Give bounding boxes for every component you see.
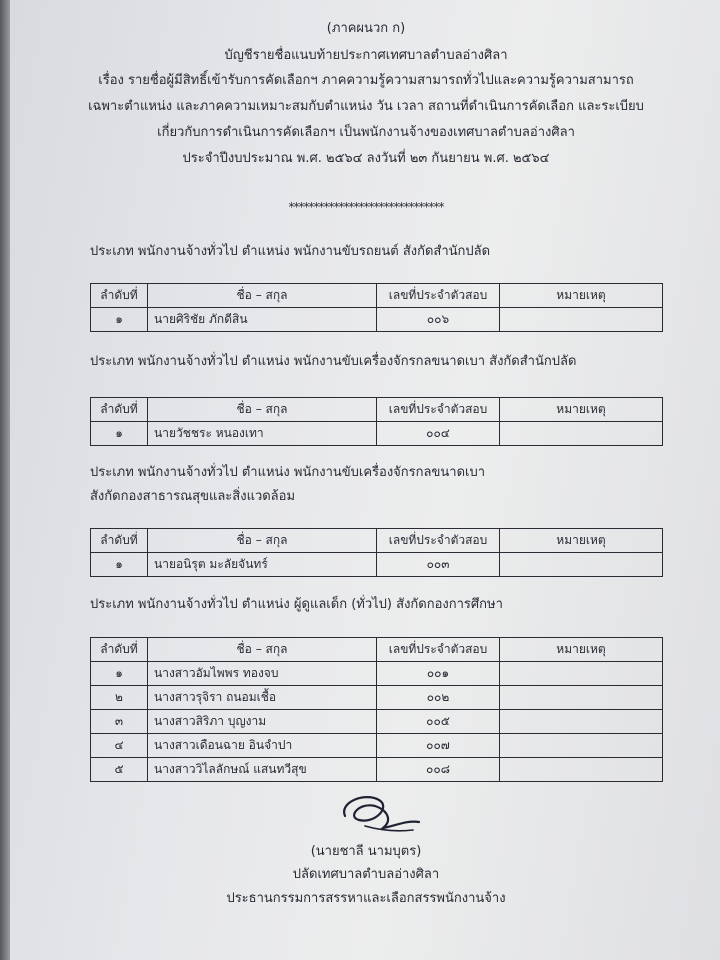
col-exam-id: เลขที่ประจำตัวสอบ (377, 284, 500, 308)
section-heading-1: ประเภท พนักงานจ้างทั่วไป ตำแหน่ง พนักงานขับรถยนต์ สังกัดสำนักปลัด (90, 244, 491, 259)
section-heading-2: ประเภท พนักงานจ้างทั่วไป ตำแหน่ง พนักงานขับเครื่องจักรกลขนาดเบา สังกัดสำนักปลัด (90, 354, 577, 369)
col-name: ชื่อ – สกุล (148, 529, 377, 553)
col-no: ลำดับที่ (91, 529, 148, 553)
candidate-table-3 (90, 528, 663, 577)
section-heading-4: ประเภท พนักงานจ้างทั่วไป ตำแหน่ง ผู้ดูแลเด็ก (ทั่วไป) สังกัดกองการศึกษา (90, 597, 503, 612)
table-row (91, 710, 663, 734)
row-note (500, 308, 663, 332)
row-no: ๔ (91, 734, 148, 758)
signature-image (335, 790, 425, 838)
row-no: ๕ (91, 758, 148, 782)
row-exam-id: ๐๐๓ (377, 553, 500, 577)
candidate-table-1 (90, 283, 663, 332)
signer-role: ประธานกรรมการสรรหาและเลือกสรรพนักงานจ้าง (226, 891, 506, 906)
table-row (91, 758, 663, 782)
row-no: ๓ (91, 710, 148, 734)
row-name: นายวัชชระ หนองเทา (148, 422, 377, 446)
row-no: ๑ (91, 553, 148, 577)
subject-line-1: เรื่อง รายชื่อผู้มีสิทธิ์เข้ารับการคัดเลือกฯ ภาคความรู้ความสามารถทั่วไปและความรู้ความสามารถ (98, 73, 634, 88)
row-exam-id: ๐๐๒ (377, 686, 500, 710)
col-note: หมายเหตุ (500, 638, 663, 662)
annex-label: (ภาคผนวก ก) (326, 21, 406, 36)
row-note (500, 422, 663, 446)
row-note (500, 758, 663, 782)
table-row (91, 308, 663, 332)
col-no: ลำดับที่ (91, 638, 148, 662)
row-exam-id: ๐๐๑ (377, 662, 500, 686)
row-name: นางสาวเดือนฉาย อินจำปา (148, 734, 377, 758)
row-exam-id: ๐๐๘ (377, 758, 500, 782)
col-note: หมายเหตุ (500, 398, 663, 422)
col-note: หมายเหตุ (500, 529, 663, 553)
section-heading-3-line-2: สังกัดกองสาธารณสุขและสิ่งแวดล้อม (90, 489, 296, 504)
row-name: นางสาวอัมไพพร ทองจบ (148, 662, 377, 686)
col-note: หมายเหตุ (500, 284, 663, 308)
table-header (91, 284, 663, 308)
subject-line-3: เกี่ยวกับการดำเนินการคัดเลือกฯ เป็นพนักงานจ้างของเทศบาลตำบลอ่างศิลา (157, 125, 575, 140)
signer-name: (นายชาลี นามบุตร) (310, 844, 422, 859)
col-exam-id: เลขที่ประจำตัวสอบ (377, 638, 500, 662)
row-no: ๑ (91, 308, 148, 332)
page-shadow (0, 0, 10, 960)
col-exam-id: เลขที่ประจำตัวสอบ (377, 529, 500, 553)
signer-position: ปลัดเทศบาลตำบลอ่างศิลา (292, 867, 440, 882)
table-row (91, 686, 663, 710)
table-row (91, 734, 663, 758)
candidate-table-4 (90, 637, 663, 782)
document-page (10, 0, 720, 960)
table-row (91, 422, 663, 446)
row-note (500, 686, 663, 710)
candidate-table-2 (90, 397, 663, 446)
table-header (91, 398, 663, 422)
table-header (91, 529, 663, 553)
row-name: นางสาวสิริภา บุญงาม (148, 710, 377, 734)
subject-line-4: ประจำปีงบประมาณ พ.ศ. ๒๕๖๔ ลงวันที่ ๒๓ กันยายน พ.ศ. ๒๕๖๔ (182, 151, 550, 166)
row-exam-id: ๐๐๕ (377, 710, 500, 734)
row-note (500, 662, 663, 686)
row-exam-id: ๐๐๗ (377, 734, 500, 758)
row-exam-id: ๐๐๔ (377, 422, 500, 446)
subject-line-2: เฉพาะตำแหน่ง และภาคความเหมาะสมกับตำแหน่ง วัน เวลา สถานที่ดำเนินการคัดเลือก และระเบียบ (88, 99, 644, 114)
col-name: ชื่อ – สกุล (148, 284, 377, 308)
row-name: นายอนิรุต มะลัยจันทร์ (148, 553, 377, 577)
col-no: ลำดับที่ (91, 284, 148, 308)
row-name: นางสาวรุจิรา ถนอมเชื้อ (148, 686, 377, 710)
row-note (500, 710, 663, 734)
table-row (91, 553, 663, 577)
col-no: ลำดับที่ (91, 398, 148, 422)
separator: ******************************* (288, 200, 444, 214)
row-no: ๑ (91, 422, 148, 446)
table-header (91, 638, 663, 662)
row-no: ๒ (91, 686, 148, 710)
col-name: ชื่อ – สกุล (148, 638, 377, 662)
row-note (500, 553, 663, 577)
col-name: ชื่อ – สกุล (148, 398, 377, 422)
row-exam-id: ๐๐๖ (377, 308, 500, 332)
section-heading-3: ประเภท พนักงานจ้างทั่วไป ตำแหน่ง พนักงานขับเครื่องจักรกลขนาดเบา (90, 465, 486, 480)
document-title: บัญชีรายชื่อแนบท้ายประกาศเทศบาลตำบลอ่างศิลา (224, 48, 508, 63)
row-no: ๑ (91, 662, 148, 686)
col-exam-id: เลขที่ประจำตัวสอบ (377, 398, 500, 422)
row-note (500, 734, 663, 758)
table-row (91, 662, 663, 686)
row-name: นางสาววิไลลักษณ์ แสนทวีสุข (148, 758, 377, 782)
row-name: นายศิริชัย ภักดีสิน (148, 308, 377, 332)
